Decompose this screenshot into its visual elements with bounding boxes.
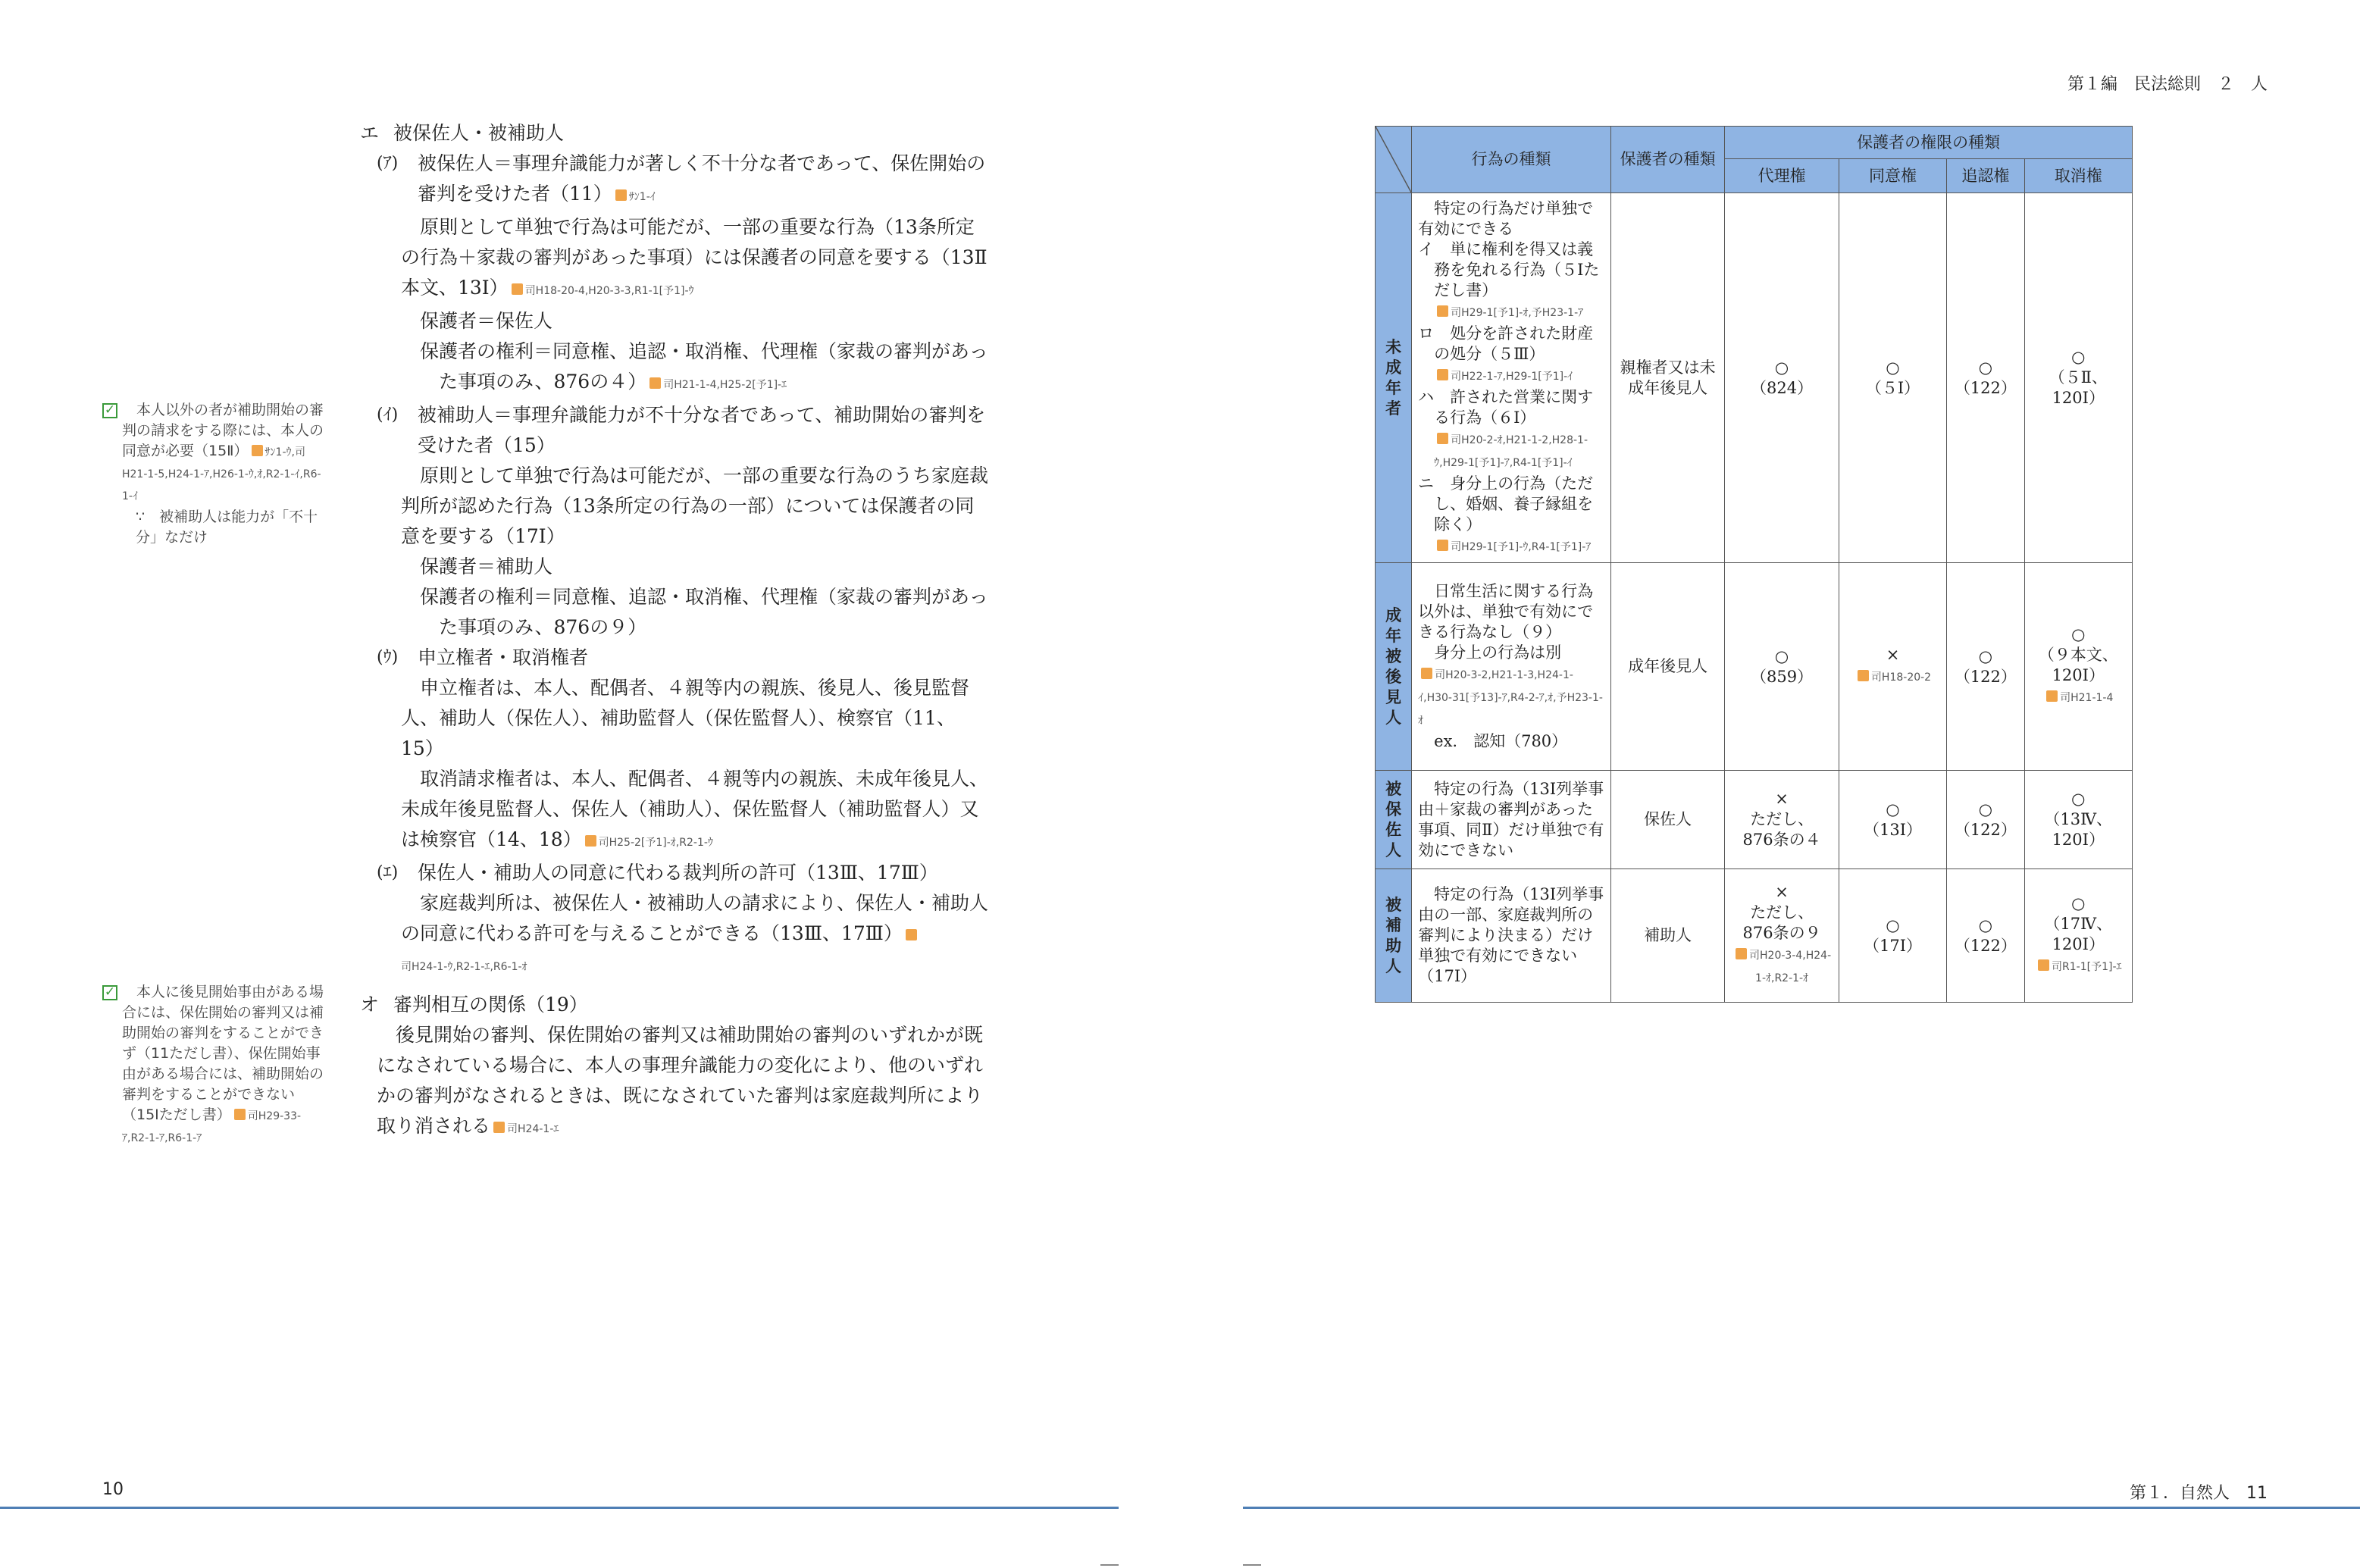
running-head: 第１編 民法総則 ２ 人 [2067, 75, 2268, 94]
left-page [0, 0, 1160, 1568]
tsuinin-cell: ○ （122） [1947, 869, 2024, 1003]
reference: 司H22-1-ｱ,H29-1[予1]-ｲ [1451, 370, 1573, 383]
reference-badge-icon [906, 929, 917, 940]
reference-badge-icon [615, 189, 627, 201]
crop-mark [1243, 1564, 1261, 1566]
douyi-cell: ○ （13Ⅰ） [1839, 771, 1946, 869]
reference: 司H21-1-4 [2060, 692, 2114, 704]
page-number: 10 [102, 1480, 124, 1499]
daili-cell: ○ （824） [1725, 193, 1839, 563]
reference: 司H25-2[予1]-ｵ,R2-1-ｳ [598, 837, 713, 849]
reference: 司H20-2-ｵ,H21-1-2,H28-1-ｳ,H29-1[予1]-ｱ,R4-1[予1]-ｲ [1434, 433, 1588, 469]
diagonal-line-icon [1376, 127, 1411, 192]
footer-rule [0, 1507, 1119, 1509]
table-row-curatorship [1376, 771, 2133, 869]
paragraph: 申立権者は、本人、配偶者、４親等内の親族、後見人、後見監督人、補助人（保佐人）、補助監督人（保佐監督人）、検察官（11、15） [401, 677, 970, 759]
reference-badge-icon [1437, 433, 1448, 444]
daili-cell: × ただし、 876条の４ [1725, 771, 1839, 869]
tsuinin-cell: ○ （122） [1947, 563, 2024, 771]
paragraph-text: 取消請求権者は、本人、配偶者、４親等内の親族、未成年後見人、未成年後見監督人、保佐人（補助人）、保佐監督人（補助監督人）又は検察官（14、18） [401, 768, 989, 850]
footer-rule [1243, 1507, 2360, 1509]
row-label: 被保佐人 [1376, 771, 1412, 869]
act-lead: 特定の行為（13Ⅰ列挙事由の一部、家庭裁判所の審判により決まる）だけ単独で有効にできない（17Ⅰ） [1418, 885, 1604, 985]
reference: 司H29-1[予1]-ｵ,予H23-1-ｱ [1451, 306, 1584, 319]
reference-badge-icon [1437, 369, 1448, 380]
act-cell [1412, 771, 1611, 869]
reference: 司H18-20-4,H20-3-3,R1-1[予1]-ｳ [524, 285, 694, 297]
main-text [360, 118, 989, 1144]
douyi-cell: × 司H18-20-2 [1839, 563, 1946, 771]
act-item: イ 単に権利を得又は義務を免れる行為（５Ⅰただし書） [1418, 239, 1600, 299]
paragraph-text: 原則として単独で行為は可能だが、一部の重要な行為（13条所定の行為＋家裁の審判があった事項）には保護者の同意を要する（13Ⅱ本文、13Ⅰ） [401, 216, 988, 299]
section-mark: エ [360, 122, 380, 144]
paragraph [401, 888, 989, 982]
reference-badge-icon [1421, 668, 1432, 679]
reference: 司H20-3-4,H24-1-ｵ,R2-1-ｵ [1749, 950, 1832, 984]
section-e-heading [360, 118, 989, 149]
paragraph [401, 212, 989, 306]
reference-badge-icon [2038, 959, 2049, 971]
paragraph [401, 336, 989, 400]
reference: 司H18-20-2 [1870, 671, 1932, 684]
act-example: ex. 認知（780） [1434, 732, 1568, 750]
row-label: 被補助人 [1376, 869, 1412, 1003]
act-item: ロ 処分を許された財産の処分（５Ⅲ） [1418, 324, 1594, 363]
reference-badge-icon [493, 1122, 505, 1133]
row-label: 成年被後見人 [1376, 563, 1412, 771]
table-row-assistance [1376, 869, 2133, 1003]
act-lead: 特定の行為だけ単独で有効にできる [1418, 199, 1594, 238]
guardian-authority-table [1375, 126, 2133, 1003]
daili-cell: × ただし、 876条の９ 司H20-3-4,H24-1-ｵ,R2-1-ｵ [1725, 869, 1839, 1003]
header-torikeshi: 取消権 [2024, 159, 2132, 193]
header-authority: 保護者の権限の種類 [1725, 127, 2133, 159]
subsection-c [377, 643, 989, 673]
subsection-mark: (ｳ) [377, 648, 399, 667]
subsection-line: 保佐人・補助人の同意に代わる裁判所の許可（13Ⅲ、17Ⅲ） [418, 862, 938, 884]
reference: 司H20-3-2,H21-1-3,H24-1-ｲ,H30-31[予13]-ｱ,R4-2-ｱ,ｵ,予H23-1-ｵ [1418, 669, 1603, 727]
reference-badge-icon [234, 1109, 246, 1120]
section-mark: オ [360, 994, 380, 1016]
paragraph-text: 家庭裁判所は、被保佐人・被補助人の請求により、保佐人・補助人の同意に代わる許可を与えることができる（13Ⅲ、17Ⅲ） [401, 892, 989, 944]
margin-note-ref: 司H29-33-ｱ,R2-1-ｱ,R6-1-ｱ [122, 1110, 302, 1144]
douyi-cell: ○ （５Ⅰ） [1839, 193, 1946, 563]
table-row-minor [1376, 193, 2133, 563]
margin-note-text: 本人以外の者が補助開始の審判の請求をする際には、本人の同意が必要（15Ⅱ） [122, 402, 324, 459]
daili-cell: ○ （859） [1725, 563, 1839, 771]
torikeshi-cell: ○ （17Ⅳ、120Ⅰ） 司R1-1[予1]-ｴ [2024, 869, 2132, 1003]
reference: 司H29-1[予1]-ｳ,R4-1[予1]-ｱ [1451, 540, 1592, 553]
subsection-mark: (ｲ) [377, 405, 399, 424]
subsection-b [377, 400, 989, 461]
act-sub: 身分上の行為は別 [1434, 643, 1562, 662]
reference-badge-icon [252, 445, 263, 456]
act-cell [1412, 563, 1611, 771]
page-number: 第１．自然人 11 [2130, 1484, 2268, 1503]
paragraph: 原則として単独で行為は可能だが、一部の重要な行為のうち家庭裁判所が認めた行為（13条所定の行為の一部）については保護者の同意を要する（17Ⅰ） [401, 465, 989, 547]
margin-note-text: 本人に後見開始事由がある場合には、保佐開始の審判又は補助開始の審判をすることができず（11ただし書）、保佐開始事由がある場合には、補助開始の審判をすることができない（15Ⅰただし書） [122, 984, 324, 1123]
subsection-a [377, 149, 989, 212]
act-lead: 特定の行為（13Ⅰ列挙事由＋家裁の審判があった事項、同Ⅱ）だけ単独で有効にできない [1418, 779, 1604, 859]
paragraph: 保護者＝保佐人 [420, 310, 553, 332]
protector-cell: 成年後見人 [1610, 563, 1724, 771]
section-title: 審判相互の関係（19） [393, 994, 588, 1016]
torikeshi-cell: ○ （13Ⅳ、120Ⅰ） [2024, 771, 2132, 869]
header-tsuinin: 追認権 [1947, 159, 2024, 193]
reference-badge-icon [512, 283, 523, 295]
act-item: ニ 身分上の行為（ただし、婚姻、養子縁組を除く） [1418, 474, 1594, 534]
protector-cell: 親権者又は未成年後見人 [1610, 193, 1724, 563]
act-cell [1412, 193, 1611, 563]
section-o-heading [360, 990, 989, 1020]
reference-badge-icon [649, 377, 661, 389]
row-label: 未成年者 [1376, 193, 1412, 563]
torikeshi-cell: ○ （５Ⅱ、120Ⅰ） [2024, 193, 2132, 563]
torikeshi-cell: ○ （９本文、120Ⅰ） 司H21-1-4 [2024, 563, 2132, 771]
reference-badge-icon [1858, 670, 1869, 681]
checkbox-icon[interactable]: ✓ [102, 403, 117, 418]
crop-mark [1100, 1564, 1119, 1566]
paragraph [401, 764, 989, 858]
subsection-d [377, 858, 989, 888]
paragraph-text: 後見開始の審判、保佐開始の審判又は補助開始の審判のいずれかが既になされている場合に、本人の事理弁識能力の変化により、他のいずれかの審判がなされるときは、既になされていた審判は家庭裁判所により取り消される [377, 1024, 984, 1137]
paragraph-text: 保護者の権利＝同意権、追認・取消権、代理権（家裁の審判があった事項のみ、876の４） [420, 340, 988, 393]
subsection-line: 被保佐人＝事理弁識能力が著しく不十分な者であって、保佐開始の審判を受けた者（11） [418, 152, 986, 205]
reference-badge-icon [1736, 948, 1747, 959]
act-lead: 日常生活に関する行為以外は、単独で有効にできる行為なし（９） [1418, 582, 1594, 641]
header-douyi: 同意権 [1839, 159, 1946, 193]
paragraph: 保護者の権利＝同意権、追認・取消権、代理権（家裁の審判があった事項のみ、876の９） [420, 586, 988, 638]
header-protector: 保護者の種類 [1610, 127, 1724, 193]
reference: 司R1-1[予1]-ｴ [2052, 961, 2122, 973]
reference: 司H24-1-ｳ,R2-1-ｴ,R6-1-ｵ [401, 961, 527, 973]
reference-badge-icon [1437, 540, 1448, 551]
act-cell [1412, 869, 1611, 1003]
section-title: 被保佐人・被補助人 [393, 122, 565, 144]
tsuinin-cell: ○ （122） [1947, 193, 2024, 563]
subsection-mark: (ｱ) [377, 154, 399, 173]
reference-badge-icon [585, 835, 596, 847]
checkbox-icon[interactable]: ✓ [102, 985, 117, 1000]
reference: 司H24-1-ｴ [507, 1123, 559, 1135]
right-page [1243, 0, 2360, 1568]
reference-badge-icon [2046, 690, 2058, 702]
corner-cell [1376, 127, 1412, 193]
reference-badge-icon [1437, 305, 1448, 317]
header-daili: 代理権 [1725, 159, 1839, 193]
table-row-adult-ward [1376, 563, 2133, 771]
paragraph [377, 1020, 989, 1144]
reference: ｻﾝ1-ｲ [628, 191, 656, 203]
protector-cell: 保佐人 [1610, 771, 1724, 869]
douyi-cell: ○ （17Ⅰ） [1839, 869, 1946, 1003]
margin-note-2 [102, 982, 326, 1149]
header-act: 行為の種類 [1412, 127, 1611, 193]
subsection-line: 被補助人＝事理弁識能力が不十分な者であって、補助開始の審判を受けた者（15） [418, 404, 986, 456]
tsuinin-cell: ○ （122） [1947, 771, 2024, 869]
act-item: ハ 許された営業に関する行為（６Ⅰ） [1418, 387, 1594, 427]
reference: 司H21-1-4,H25-2[予1]-ｴ [663, 379, 787, 391]
subsection-mark: (ｴ) [377, 863, 399, 882]
margin-note-because: ∵ 被補助人は能力が「不十分」なだけ [136, 509, 318, 546]
protector-cell: 補助人 [1610, 869, 1724, 1003]
margin-note-ref: ｻﾝ1-ｳ,司H21-1-5,H24-1-ｱ,H26-1-ｳ,ｵ,R2-1-ｲ,R6-1-ｲ [122, 446, 321, 502]
margin-note-1 [102, 400, 326, 548]
paragraph: 保護者＝補助人 [420, 556, 553, 577]
subsection-line: 申立権者・取消権者 [418, 646, 589, 668]
